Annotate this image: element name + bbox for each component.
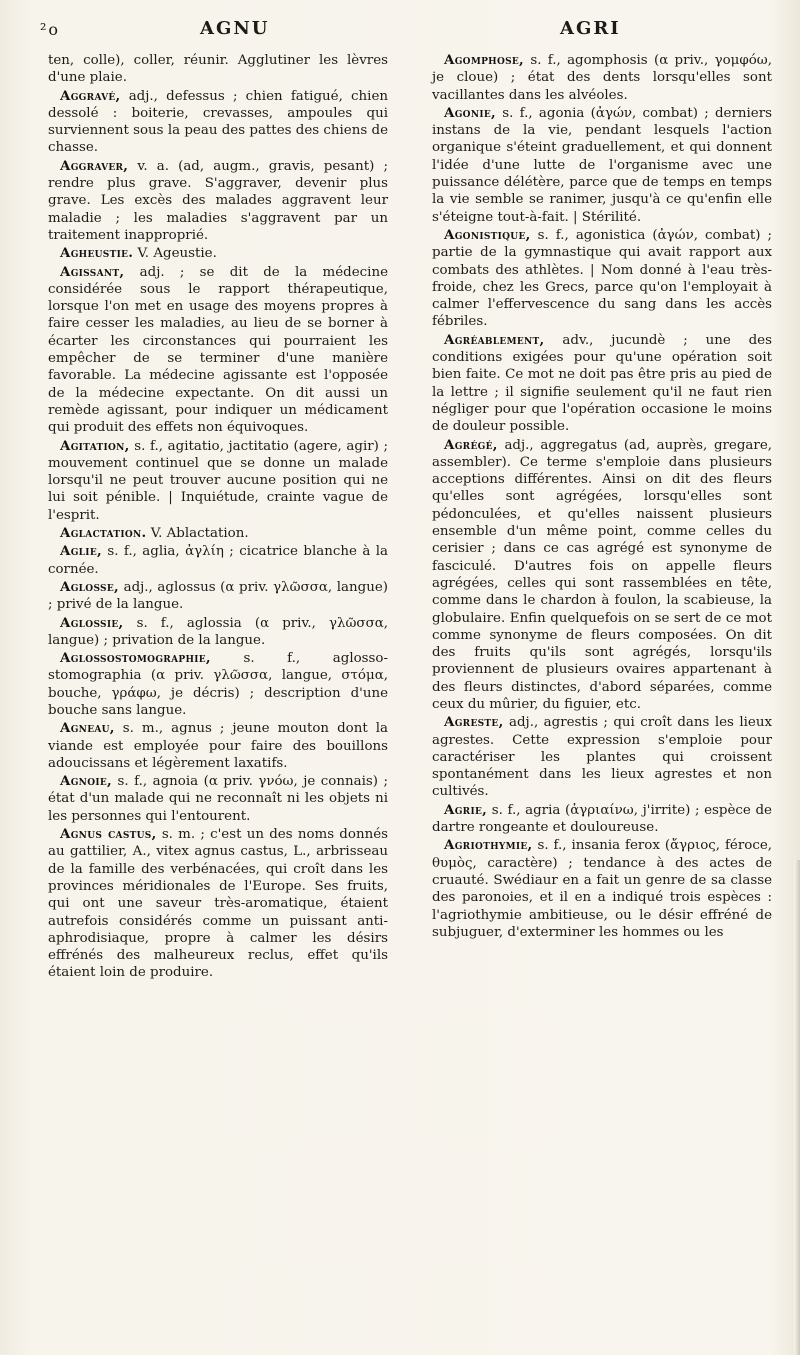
right-column — [432, 52, 772, 942]
entry-text: V. Ageustie. — [137, 246, 217, 262]
dictionary-entry — [48, 579, 388, 614]
entry-text: s. f., agonia (ἀγών, combat) ; derniers instans de la vie, pendant lesquels l'action organique s'éteint graduellement, et qui donnent l'idée d'une lutte de l'organisme avec une puissance délétère, parce que de temps en temps la vie semble se ranimer, jusqu'à ce qu'enfin elle s'éteigne tout-à-fait. | Stérilité. — [432, 105, 772, 225]
entry-headword: Agriothymie, — [444, 837, 533, 854]
entry-text: s. m., agnus ; jeune mouton dont la viande est employée pour faire des bouillons adoucissans et légèrement laxatifs. — [48, 721, 388, 771]
page-header — [0, 14, 800, 44]
dictionary-entry — [48, 650, 388, 719]
right-running-head: AGRI — [560, 18, 621, 39]
left-running-head: AGNU — [200, 18, 270, 39]
entry-text: s. f., aglossia (α priv., γλῶσσα, langue) ; privation de la langue. — [48, 615, 389, 648]
entry-headword: Aglactation. — [60, 525, 147, 542]
dictionary-entry — [432, 714, 772, 800]
dictionary-entry — [48, 438, 388, 524]
dictionary-entry — [48, 543, 388, 578]
entry-text: s. f., agnoia (α priv. γνόω, je connais) ; état d'un malade qui ne reconnaît ni les objets ni les personnes qui l'entourent. — [48, 774, 388, 824]
dictionary-entry — [48, 88, 388, 157]
left-column — [48, 52, 388, 983]
entry-text: s. m. ; c'est un des noms donnés au gattilier, A., vitex agnus castus, L., arbrisseau de la famille des verbénacées, qui croît dans les provinces méridionales de l'Europe. Ses fruits, qui ont une saveur très-aromatique, étaient autrefois considérés comme un puissant anti-aphrodisiaque, propre à calmer les désirs effrénés des malheureux reclus, effet qu'ils étaient loin de produire. — [48, 827, 388, 981]
dictionary-entry — [432, 837, 772, 941]
entry-text: v. a. (ad, augm., gravis, pesant) ; rendre plus grave. S'aggraver, devenir plus grave. Les excès des malades aggravent leur maladie ; les maladies s'aggravent par un traitement inapproprié. — [48, 158, 388, 243]
entry-headword: Aglossostomographie, — [60, 650, 211, 667]
dictionary-entry — [48, 525, 388, 542]
entry-headword: Agissant, — [60, 263, 125, 280]
entry-headword: Aglie, — [60, 543, 102, 560]
entry-headword: Agréablement, — [444, 331, 545, 348]
dictionary-entry — [48, 264, 388, 437]
entry-headword: Agitation, — [60, 437, 130, 454]
entry-text: adj., defessus ; chien fatigué, chien dessolé : boiterie, crevasses, ampoules qui surviennent sous la peau des pattes des chiens de chasse. — [48, 88, 388, 156]
entry-headword: Agnus castus, — [60, 826, 157, 843]
entry-headword: Agheustie. — [60, 245, 134, 262]
entry-text: s. f., aglia, ἀγλίη ; cicatrice blanche à la cornée. — [48, 544, 388, 577]
entry-headword: Agonie, — [444, 104, 496, 121]
entry-headword: Agneau, — [60, 720, 115, 737]
page-number: ²o — [40, 20, 61, 39]
entry-headword: Aglosse, — [60, 578, 119, 595]
entry-text: s. f., agomphosis (α priv., γομφόω, je cloue) ; état des dents lorsqu'elles sont vacillantes dans les alvéoles. — [432, 53, 772, 103]
entry-text: s. f., insania ferox (ἄγριος, féroce, θυμὸς, caractère) ; tendance à des actes de cruauté. Swédiaur en a fait un genre de sa classe des paronoies, et il en a indiqué trois espèces : l'agriothymie ambitieuse, ou le désir effréné de subjuguer, d'exterminer les hommes ou les — [432, 838, 772, 940]
page-edge-shadow — [794, 860, 800, 1355]
dictionary-entry — [48, 158, 388, 244]
entry-text: s. f., aglosso-stomographia (α priv. γλῶσσα, langue, στόμα, bouche, γράφω, je décris) ; description d'une bouche sans langue. — [48, 651, 388, 718]
dictionary-entry — [432, 437, 772, 714]
entry-headword: Agomphose, — [444, 52, 525, 68]
dictionary-entry — [432, 802, 772, 837]
dictionary-entry — [432, 52, 772, 104]
dictionary-entry — [432, 227, 772, 331]
dictionary-entry — [432, 332, 772, 436]
entry-text: s. f., agitatio, jactitatio (agere, agir) ; mouvement continuel que se donne un malade lorsqu'il ne peut trouver aucune position qui ne lui soit pénible. | Inquiétude, crainte vague de l'esprit. — [48, 438, 388, 523]
dictionary-entry — [48, 615, 388, 650]
entry-text: adv., jucundè ; une des conditions exigées pour qu'une opération soit bien faite. Ce mot ne doit pas être pris au pied de la lettre ; il signifie seulement qu'il ne faut rien négliger pour que l'opération occasione le moins de douleur possible. — [432, 332, 772, 435]
dictionary-entry — [48, 773, 388, 825]
dictionary-entry — [48, 826, 388, 982]
entry-headword: Aglossie, — [60, 614, 124, 631]
entry-headword: Agrie, — [444, 801, 488, 818]
entry-text: V. Ablactation. — [150, 526, 249, 542]
dictionary-entry — [48, 245, 388, 262]
entry-text: s. f., agonistica (ἀγών, combat) ; partie de la gymnastique qui avait rapport aux combats des athlètes. | Nom donné à l'eau très-froide, chez les Grecs, parce qu'on l'employait à calmer l'effervescence du sang dans les accès fébriles. — [432, 227, 772, 330]
entry-headword: Aggraver, — [60, 157, 129, 174]
entry-text: ten, colle), coller, réunir. Agglutiner les lèvres d'une plaie. — [48, 53, 388, 86]
entry-text: adj., aglossus (α priv. γλῶσσα, langue) ; privé de la langue. — [48, 579, 388, 613]
dictionary-entry — [48, 52, 388, 87]
entry-text: adj., agrestis ; qui croît dans les lieux agrestes. Cette expression s'emploie pour caractériser les plantes qui croissent spontanément dans les lieux agrestes et non cultivés. — [432, 715, 773, 800]
entry-text: adj., aggregatus (ad, auprès, gregare, assembler). Ce terme s'emploie dans plusieurs acceptions différentes. Ainsi on dit des fleurs qu'elles sont agrégées, lorsqu'elles sont pédonculées, et qu'elles naissent plusieurs ensemble d'un même point, comme celles du cerisier ; dans ce cas agrégé est synonyme de fasciculé. D'autres fois on appelle fleurs agrégées, celles qui sont rassemblées en tête, comme dans le chardon à foulon, la scabieuse, la globulaire. Enfin quelquefois on se sert de ce mot comme synonyme de fleurs composées. On dit des fruits qu'ils sont agrégés, lorsqu'ils proviennent de plusieurs ovaires appartenant à des fleurs distinctes, d'abord séparées, comme ceux du mûrier, du figuier, etc. — [432, 437, 772, 712]
entry-headword: Aggravé, — [60, 87, 121, 104]
entry-headword: Agrégé, — [444, 436, 498, 453]
dictionary-entry — [432, 105, 772, 226]
entry-text: s. f., agria (ἀγριαίνω, j'irrite) ; espèce de dartre rongeante et douloureuse. — [432, 802, 772, 836]
entry-headword: Agonistique, — [444, 226, 531, 243]
entry-headword: Agnoie, — [60, 773, 112, 790]
dictionary-entry — [48, 720, 388, 772]
entry-text: adj. ; se dit de la médecine considérée sous le rapport thérapeutique, lorsque l'on met en usage des moyens propres à faire cesser les maladies, au lieu de se borner à écarter les circonstances qui pourraient les empêcher de se terminer d'une manière favorable. La médecine agissante est l'opposée de la médecine expectante. On dit aussi un remède agissant, pour indiquer un médicament qui produit des effets non équivoques. — [48, 264, 388, 436]
entry-headword: Agreste, — [444, 714, 504, 731]
